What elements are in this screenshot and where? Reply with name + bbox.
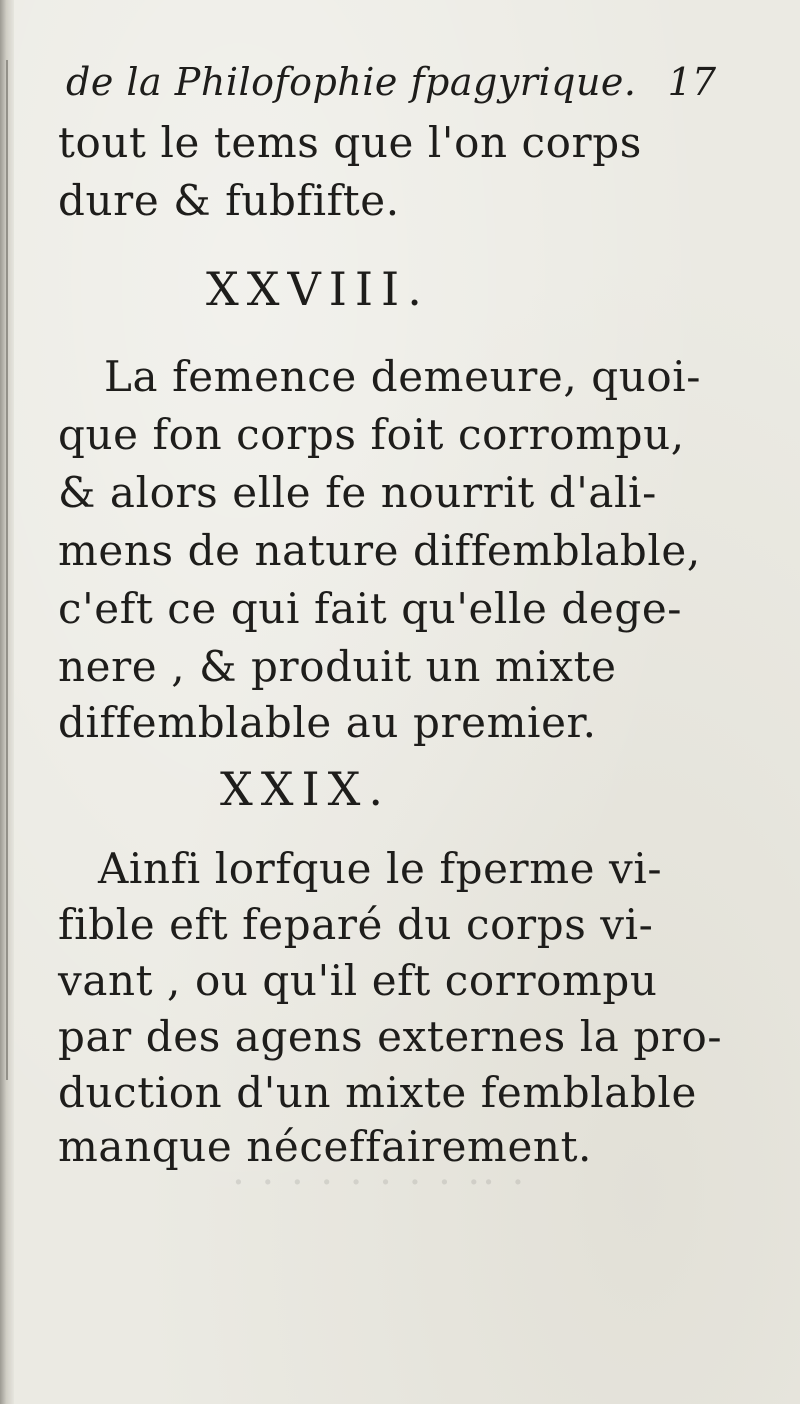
text-line: vant , ou qu'il eft corrompu bbox=[58, 956, 658, 1005]
text-line: La femence demeure, quoi- bbox=[104, 352, 702, 401]
text-line: que fon corps foit corrompu, bbox=[58, 410, 685, 459]
section-heading-xxviii: XXVIII. bbox=[206, 262, 430, 316]
text-line: diffemblable au premier. bbox=[58, 698, 597, 747]
text-line: par des agens externes la pro- bbox=[58, 1012, 723, 1061]
running-head bbox=[66, 60, 716, 112]
text-line: dure & fubfifte. bbox=[58, 176, 400, 225]
text-line: Ainfi lorfque le fperme vi- bbox=[98, 844, 663, 893]
text-line: tout le tems que l'on corps bbox=[58, 118, 642, 167]
text-line: & alors elle fe nourrit d'ali- bbox=[58, 468, 657, 517]
page-gutter bbox=[0, 0, 14, 1404]
running-title: de la Philofophie fpagyrique. bbox=[66, 60, 637, 104]
text-line: manque néceffairement. bbox=[58, 1122, 592, 1171]
show-through-ink: · ·· · · · · · · · · bbox=[230, 1160, 525, 1206]
text-line: c'eft ce qui fait qu'elle dege- bbox=[58, 584, 683, 633]
text-line: nere , & produit un mixte bbox=[58, 642, 617, 691]
text-line: duction d'un mixte femblable bbox=[58, 1068, 697, 1117]
binding-edge bbox=[6, 60, 8, 1080]
section-heading-xxix: XXIX. bbox=[220, 762, 392, 816]
text-line: mens de nature diffemblable, bbox=[58, 526, 701, 575]
page-number: 17 bbox=[667, 60, 716, 104]
text-line: fible eft feparé du corps vi- bbox=[58, 900, 654, 949]
